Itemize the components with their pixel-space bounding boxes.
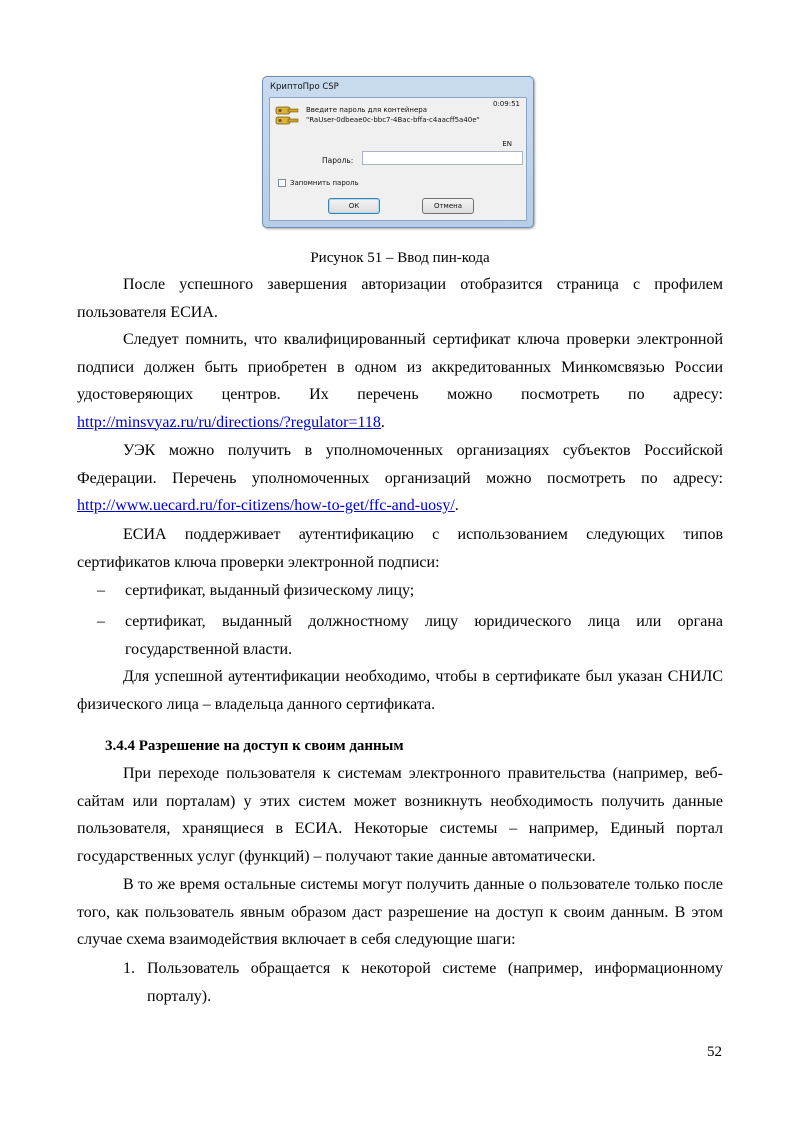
password-input[interactable] xyxy=(362,151,523,165)
paragraph: При переходе пользователя к системам электронного правительства (например, веб-сайтам или порталам) у этих систем может возникнуть необходимость получить данные пользователя, хранящиеся в ЕСИА. Некоторые системы – например, Единый портал государственных услуг (функций) – получают такие данные автоматически. xyxy=(77,765,723,865)
uecard-link[interactable]: http://www.uecard.ru/for-citizens/how-to-get/ffc-and-uosy/ xyxy=(77,497,455,514)
list-item-text: Пользователь обращается к некоторой системе (например, информационному порталу). xyxy=(147,960,723,1005)
paragraph: В то же время остальные системы могут получить данные о пользователе только после того, как пользователь явным образом даст разрешение на доступ к своим данным. В этом случае схема взаимодействия включает в себя следующие шаги: xyxy=(77,876,723,948)
list-item-text: сертификат, выданный должностному лицу юридического лица или органа государственной власти. xyxy=(125,613,723,658)
checkbox-box[interactable] xyxy=(278,179,286,187)
keyboard-language: EN xyxy=(502,140,512,148)
ok-button[interactable]: ОК xyxy=(328,198,380,214)
prompt-text: Введите пароль для контейнера xyxy=(306,106,428,114)
paragraph-text: УЭК можно получить в уполномоченных организациях субъектов Российской Федерации. Перечень уполномоченных организаций можно посмотреть по адресу: xyxy=(77,442,723,487)
paragraph-text: . xyxy=(454,497,459,514)
paragraph: ЕСИА поддерживает аутентификацию с использованием следующих типов сертификатов ключа проверки электронной подписи: xyxy=(77,526,723,571)
list-item-text: сертификат, выданный физическому лицу; xyxy=(125,582,415,599)
cryptopro-dialog xyxy=(262,76,534,228)
dialog-title: КриптоПро CSP xyxy=(270,82,339,92)
step-number: 1. xyxy=(123,960,135,977)
password-label: Пароль: xyxy=(322,156,354,165)
cancel-button[interactable]: Отмена xyxy=(422,198,474,214)
paragraph-text: Следует помнить, что квалифицированный сертификат ключа проверки электронной подписи должен быть приобретен в одном из аккредитованных Минкомсвязью России удостоверяющих центров. Их перечень можно посмотреть по адресу: xyxy=(77,331,723,403)
paragraph xyxy=(77,437,723,520)
page-number: 52 xyxy=(707,1044,722,1060)
keys-icon xyxy=(274,104,300,128)
paragraph: Для успешной аутентификации необходимо, чтобы в сертификате был указан СНИЛС физического лица – владельца данного сертификата. xyxy=(77,668,723,713)
dialog-body xyxy=(269,97,527,221)
minsvyaz-link[interactable]: http://minsvyaz.ru/ru/directions/?regulator=118 xyxy=(77,413,381,431)
paragraph-text: . xyxy=(380,413,385,431)
list-item xyxy=(77,608,723,663)
paragraph: После успешного завершения авторизации отобразится страница с профилем пользователя ЕСИА. xyxy=(77,276,723,321)
bullet-marker: – xyxy=(97,582,105,599)
figure-caption: Рисунок 51 – Ввод пин-кода xyxy=(310,250,490,266)
list-item xyxy=(77,955,723,1010)
bullet-marker: – xyxy=(97,613,105,630)
countdown-timer: 0:09:51 xyxy=(493,100,520,108)
paragraph xyxy=(77,326,723,436)
remember-password-checkbox[interactable] xyxy=(278,179,359,187)
container-name: "RaUser-0dbeae0c-bbc7-4Bac-bffa-c4aacff5a40e" xyxy=(306,116,480,124)
list-item xyxy=(77,577,723,605)
remember-password-label: Запомнить пароль xyxy=(290,179,359,187)
section-heading: 3.4.4 Разрешение на доступ к своим данным xyxy=(105,738,404,754)
